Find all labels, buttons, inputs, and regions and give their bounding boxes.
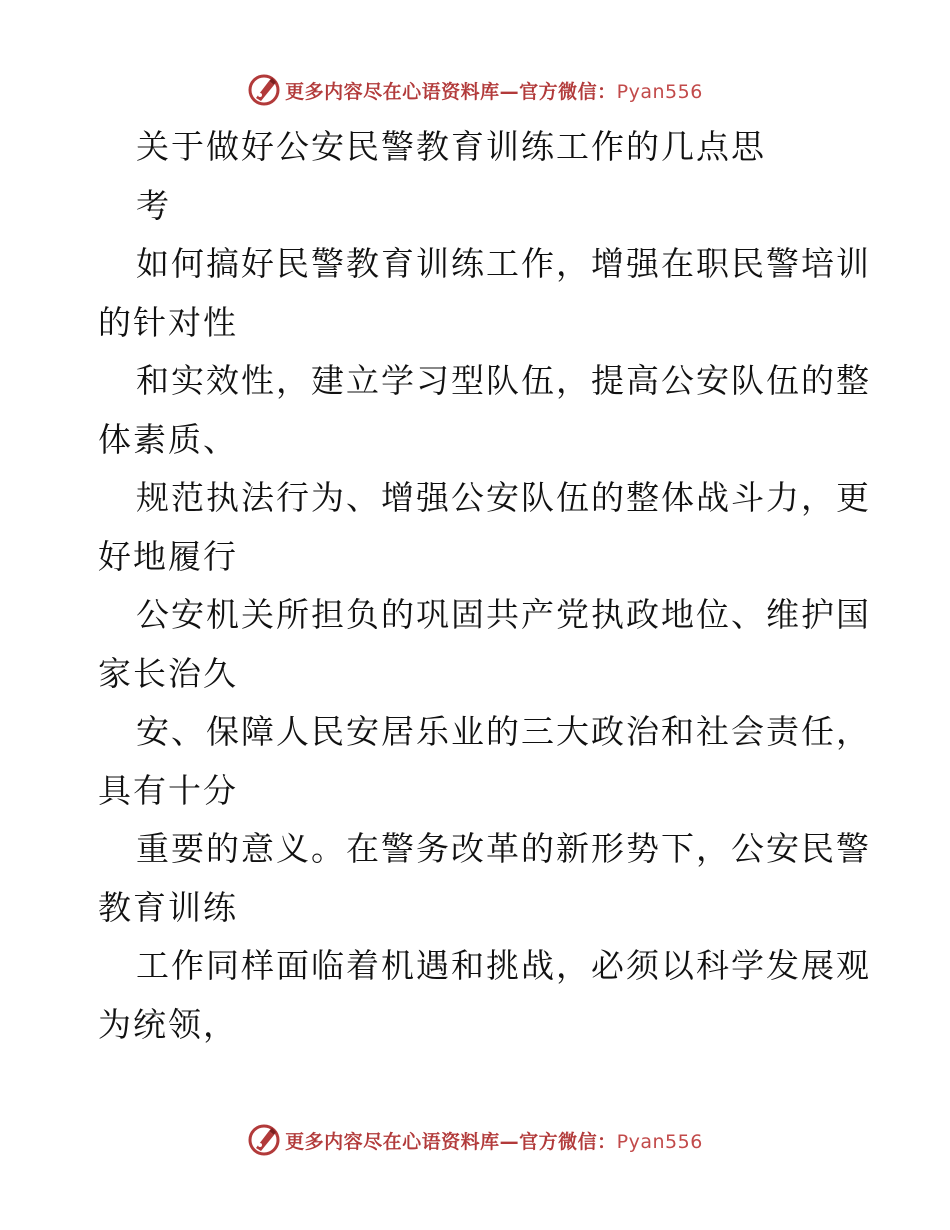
document-line: 的针对性 (98, 302, 238, 342)
document-line: 如何搞好民警教育训练工作，增强在职民警培训 (136, 244, 871, 283)
document-line: 关于做好公安民警教育训练工作的几点思 (136, 127, 766, 166)
pen-nib-logo-icon (247, 73, 281, 107)
document-line: 为统领， (98, 1004, 238, 1044)
document-line: 和实效性，建立学习型队伍，提高公安队伍的整 (136, 361, 871, 400)
document-line: 具有十分 (98, 770, 238, 810)
pen-nib-logo-icon (247, 1123, 281, 1157)
document-line: 体素质、 (98, 419, 238, 459)
footer-banner-cn: 更多内容尽在心语资料库—官方微信： (285, 1130, 617, 1153)
footer-banner-text (285, 1127, 703, 1154)
header-banner-text (285, 77, 703, 104)
document-body (98, 118, 871, 1054)
footer-banner-wechat-id: Pyan556 (616, 1130, 703, 1153)
document-line: 工作同样面临着机遇和挑战，必须以科学发展观 (136, 946, 871, 985)
header-banner (0, 70, 950, 110)
document-line: 教育训练 (98, 887, 238, 927)
document-line: 好地履行 (98, 536, 238, 576)
document-line: 规范执法行为、增强公安队伍的整体战斗力，更 (136, 478, 871, 517)
document-line: 考 (136, 185, 171, 225)
header-banner-wechat-id: Pyan556 (616, 80, 703, 103)
footer-banner (0, 1120, 950, 1160)
document-line: 公安机关所担负的巩固共产党执政地位、维护国 (136, 595, 871, 634)
document-line: 家长治久 (98, 653, 238, 693)
document-line: 安、保障人民安居乐业的三大政治和社会责任， (136, 712, 871, 751)
document-line: 重要的意义。在警务改革的新形势下，公安民警 (136, 829, 871, 868)
header-banner-cn: 更多内容尽在心语资料库—官方微信： (285, 80, 617, 103)
